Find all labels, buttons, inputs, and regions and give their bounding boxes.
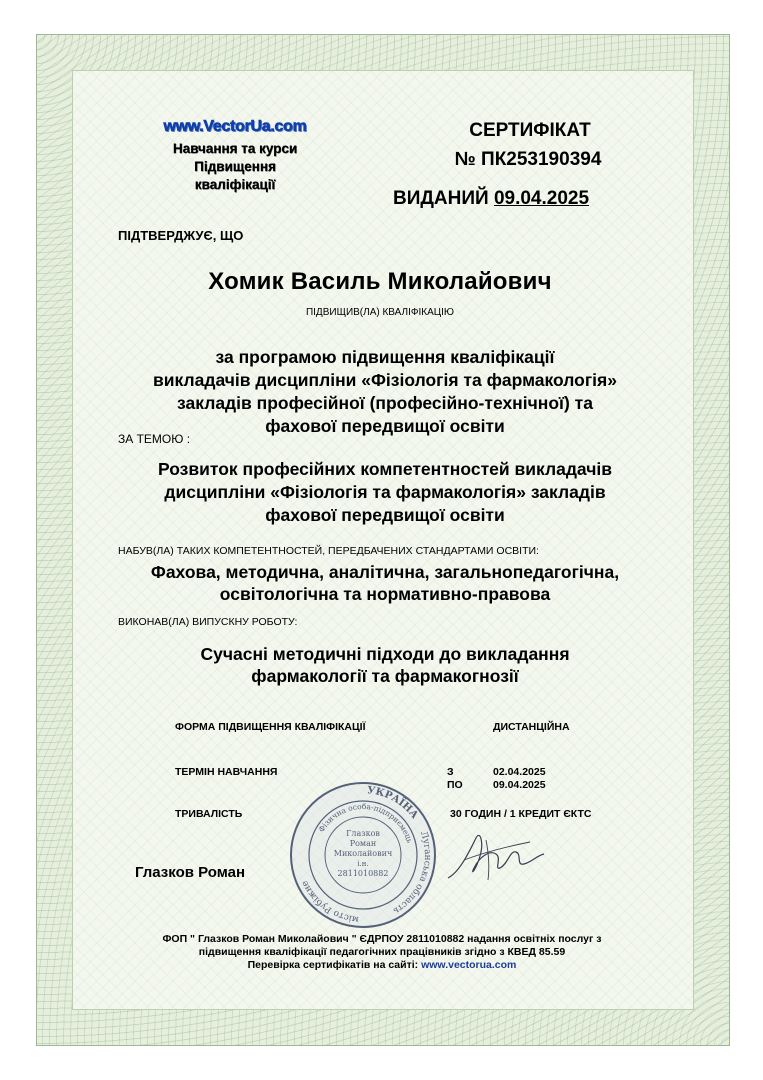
stamp-center-name: Роман [349,839,377,848]
program-line: викладачів дисципліни «Фізіологія та фармакологія» [153,370,617,390]
footer [92,933,672,972]
competences-list [105,561,665,605]
thesis-label: ВИКОНАВ(ЛА) ВИПУСКНУ РОБОТУ: [118,616,298,628]
form-value: ДИСТАНЦІЙНА [493,721,570,733]
issued-line [393,188,653,210]
signature [440,820,550,890]
program-line: закладів професійної (професійно-технічної) та [177,393,593,413]
certificate-title: СЕРТИФІКАТ [469,120,591,141]
duration-label: ТРИВАЛІСТЬ [175,808,243,820]
thesis-line: фармакології та фармакогнозії [251,666,519,686]
form-label: ФОРМА ПІДВИЩЕННЯ КВАЛІФІКАЦІЇ [175,721,366,733]
program-description [105,346,665,438]
certificate-number: № ПК253190394 [454,149,602,170]
stamp-outer-bottom-text: місто Рубіжне [299,878,360,924]
duration-value: 30 ГОДИН / 1 КРЕДИТ ЄКТС [450,808,592,820]
to-label: ПО [447,779,463,791]
program-line: за програмою підвищення кваліфікації [215,347,555,367]
stamp-center-surname: Глазков [346,829,380,838]
topic-description [105,458,665,527]
issued-date: 09.04.2025 [493,188,590,209]
thesis-title [105,643,665,687]
logo-line-courses: Навчання та курси [172,141,298,156]
confirms-label: ПІДТВЕРДЖУЄ, ЩО [118,228,244,243]
from-label: З [447,766,454,778]
competences-line: освітологічна та нормативно-правова [219,584,551,604]
to-date: 09.04.2025 [493,779,546,791]
term-label: ТЕРМІН НАВЧАННЯ [175,766,278,778]
official-stamp [288,780,438,930]
topic-line: дисципліни «Фізіологія та фармакологія» закладів [164,482,606,502]
logo-site-name: www.VectorUa.com [163,118,307,135]
competences-label: НАБУВ(ЛА) ТАКИХ КОМПЕТЕНТНОСТЕЙ, ПЕРЕДБАЧЕНИХ СТАНДАРТАМИ ОСВІТИ: [118,545,539,557]
thesis-line: Сучасні методичні підходи до викладання [200,644,570,664]
logo-line-advanced: Підвищення [194,159,276,174]
topic-line: Розвиток професійних компетентностей викладачів [157,459,613,479]
logo-line-qualification: кваліфікації [194,177,276,192]
stamp-center-patronymic: Миколайович [333,849,393,858]
theme-label: ЗА ТЕМОЮ : [118,432,191,446]
footer-line-kved: підвищення кваліфікації педагогічних працівників згідно з КВЕД 85.59 [198,946,566,958]
signer-name: Глазков Роман [135,864,246,881]
topic-line: фахової передвищої освіти [265,505,505,525]
footer-line-verify [92,959,672,972]
stamp-center-in-label: і.н. [357,860,369,868]
footer-line-entrepreneur: ФОП " Глазков Роман Миколайович " ЄДРПОУ 2811010882 надання освітніх послуг з [162,933,602,945]
from-date: 02.04.2025 [493,766,546,778]
footer-verify-label: Перевірка сертифікатів на сайті: [247,959,419,971]
person-name: Хомик Василь Миколайович [208,268,552,295]
program-line: фахової передвищої освіти [265,416,505,436]
raised-qualification-label: ПІДВИЩИВ(ЛА) КВАЛІФІКАЦІЮ [305,307,455,318]
issued-label: ВИДАНИЙ [393,188,489,209]
stamp-inner-ring-text: Фізична особа-підприємець [316,801,415,845]
stamp-outer-text: УКРАЇНА [366,785,420,822]
competences-line: Фахова, методична, аналітична, загальнопедагогічна, [150,562,620,582]
stamp-center-tax-id: 2811010882 [337,869,389,878]
verify-site-link[interactable]: www.vectorua.com [421,959,517,971]
stamp-outer-right-text: Луганська область [391,830,433,916]
